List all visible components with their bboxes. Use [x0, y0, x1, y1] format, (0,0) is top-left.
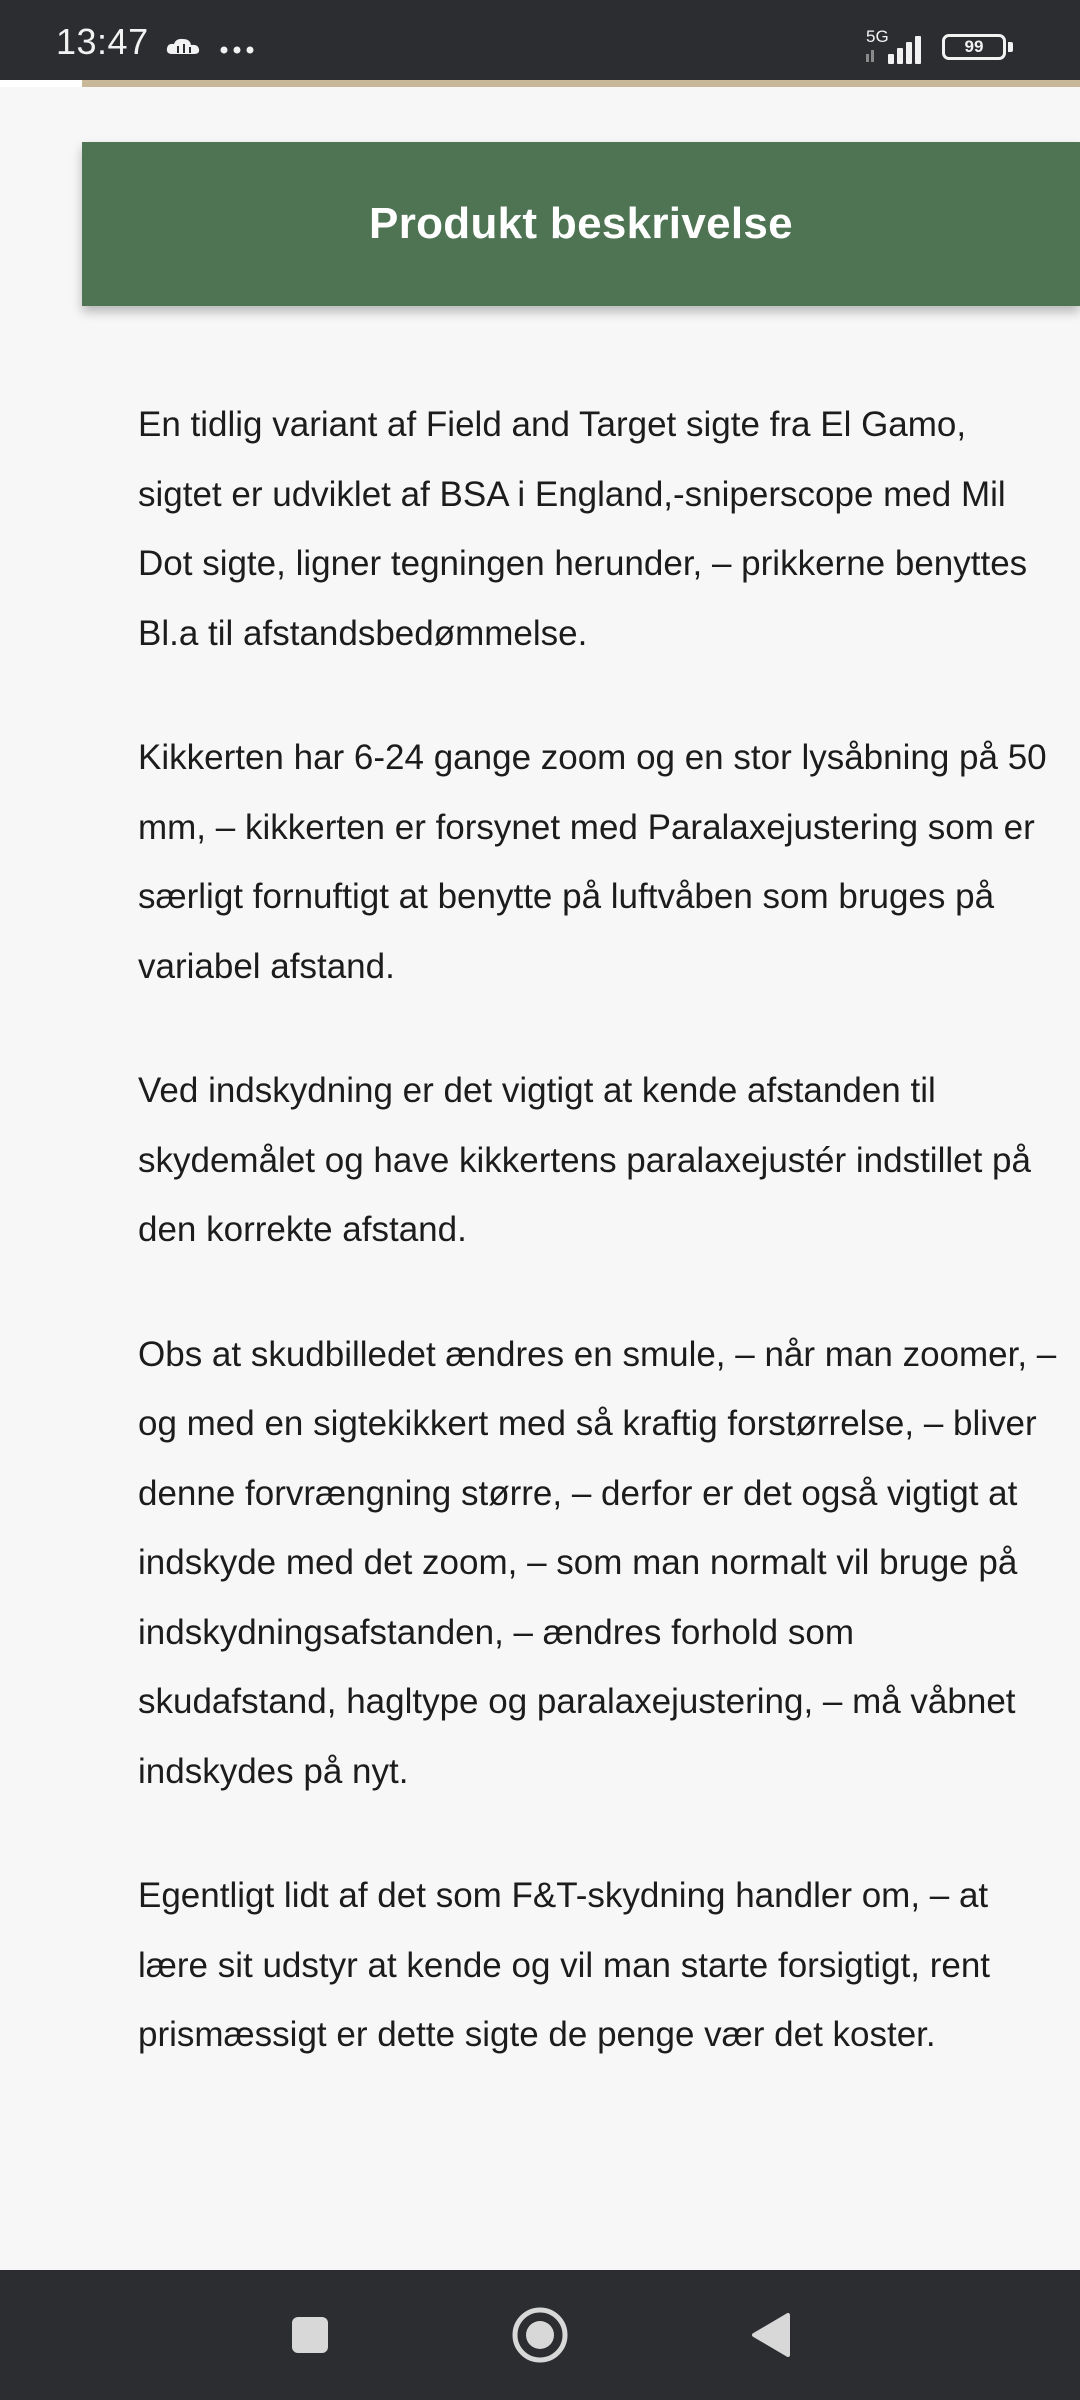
- description-paragraph: Egentligt lidt af det som F&T-skydning handler om, – at lære sit udstyr at kende og vil man starte forsigtigt, rent prismæssigt er dette sigte de penge vær det koster.: [138, 1876, 991, 2054]
- home-button[interactable]: [500, 2270, 580, 2400]
- back-button[interactable]: [730, 2270, 810, 2400]
- section-title: Produkt beskrivelse: [369, 199, 793, 248]
- system-nav-bar: [0, 2270, 1080, 2400]
- status-bar: [0, 0, 1080, 80]
- home-circle-icon: [510, 2305, 570, 2365]
- signal-icon: [862, 27, 932, 71]
- description-paragraph: Ved indskydning er det vigtigt at kende afstanden til skydemålet og have kikkertens paralaxejustér indstillet på den korrekte afstand.: [138, 1071, 1031, 1249]
- battery-level: 99: [964, 37, 984, 56]
- square-icon: [290, 2315, 330, 2355]
- description-paragraph: Kikkerten har 6-24 gange zoom og en stor lysåbning på 50 mm, – kikkerten er forsynet med Paralaxejustering som er særligt fornuftigt at benytte på luftvåben som bruges på variabel afstand.: [138, 738, 1047, 986]
- more-dots-icon: [220, 42, 254, 60]
- recents-button[interactable]: [270, 2270, 350, 2400]
- description-paragraph: En tidlig variant af Field and Target sigte fra El Gamo, sigtet er udviklet af BSA i England,-sniperscope med Mil Dot sigte, ligner tegningen herunder, – prikkerne benyttes Bl.a til afstandsbedømmelse.: [138, 405, 1028, 653]
- battery-icon: [942, 34, 1006, 60]
- battery-nub: [1008, 42, 1013, 52]
- network-type: 5G: [866, 27, 889, 46]
- cloud-icon: [164, 36, 204, 61]
- top-edge: [0, 80, 82, 87]
- section-header: [82, 142, 1080, 306]
- description-paragraph: Obs at skudbilledet ændres en smule, – når man zoomer, – og med en sigtekikkert med så kraftig forstørrelse, – bliver denne forvrængning større, – derfor er det også vigtigt at indskyde med det zoom, – som man normalt vil bruge på indskydningsafstanden, – ændres forhold som skudafstand, hagltype og paralaxejustering, – må våbnet indskydes på nyt.: [138, 1334, 1057, 1791]
- back-triangle-icon: [748, 2311, 792, 2359]
- product-description: [138, 390, 1058, 2125]
- top-accent-strip: [82, 80, 1080, 87]
- status-time: 13:47: [56, 21, 149, 62]
